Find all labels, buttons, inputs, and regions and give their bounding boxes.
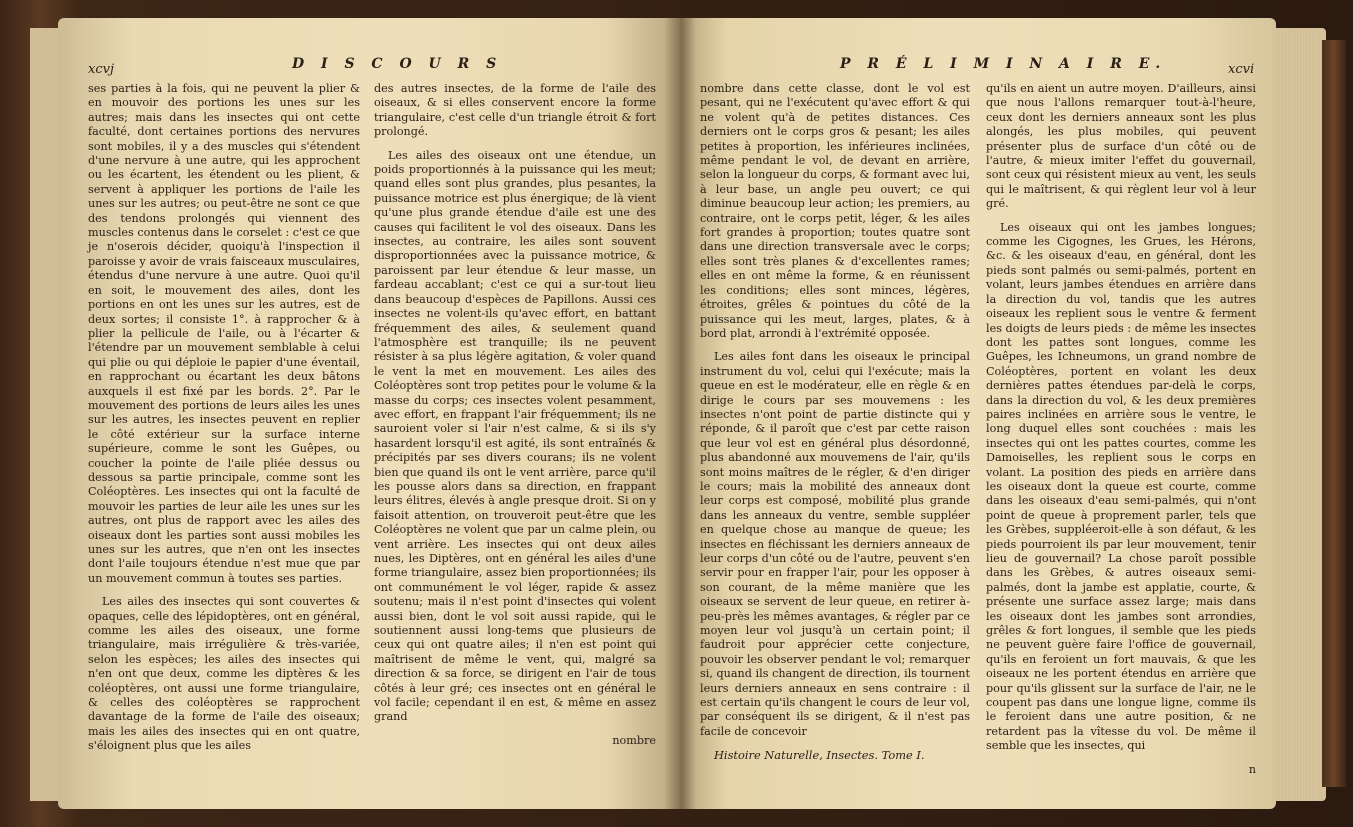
- paragraph: Les ailes des insectes qui sont couvertes & opaques, celle des lépidoptères, ont en général, comme les ailes des oiseaux, une forme triangulaire, mais irrégulière & très-variée, selon les espèces; les ailes des insectes qui n'en ont que deux, comme les diptères & les coléoptères, ont aussi une forme triangulaire, & celles des coléoptères se rapprochent davantage de la forme de l'aile des oiseaux; mais les ailes des insectes qui en ont quatre, s'éloignent plus que les ailes: [88, 595, 360, 753]
- paragraph: ses parties à la fois, qui ne peuvent la plier & en mouvoir des portions les unes sur les autres; mais dans les insectes qui ont cette faculté, dont certaines portions des nervures sont mobiles, il y a des muscles qui s'étendent d'une nervure à une autre, qui les approchent ou les écartent, les étendent ou les plient, & servent à appliquer les portions de l'aile les unes sur les autres; ou peut-être ne sont ce que des tendons prolongés qui viennent des muscles contenus dans le corselet : c'est ce que je n'oserois décider, quoiqu'à l'inspection il paroisse y avoir de vrais faisceaux musculaires, étendus d'une nervure à une autre. Quoi qu'il en soit, le mouvement des ailes, dont les portions en ont les unes sur les autres, est de deux sortes; il consiste 1°. à rapprocher & à plier la pellicule de l'aile, ou à l'écarter & l'étendre par un mouvement semblable à celui qui plie ou qui déploie le papier d'une éventail, en rapprochant ou écartant les deux bâtons auxquels il est fixé par les bords. 2°. Par le mouvement des portions de leurs ailes les unes sur les autres, les insectes peuvent en replier le côté extérieur sur la surface interne supérieure, comme le sont les Guêpes, ou coucher la pointe de l'aile pliée dessus ou dessous sa partie principale, comme sont les Coléoptères. Les insectes qui ont la faculté de mouvoir les parties de leur aile les unes sur les autres, ont plus de rapport avec les ailes des oiseaux dont les parties sont aussi mobiles les unes sur les autres, que n'en ont les insectes dont l'aile toujours étendue n'est mue que par un mouvement commun à toutes ses parties.: [88, 82, 360, 585]
- left-page-edges: [30, 28, 58, 801]
- book-cover-edge: [1322, 40, 1346, 787]
- right-column-1: [700, 82, 970, 772]
- paragraph: des autres insectes, de la forme de l'aile des oiseaux, & si elles conservent encore la forme triangulaire, c'est celle d'un triangle étroit & fort prolongé.: [374, 82, 656, 139]
- right-column-2: [986, 82, 1256, 786]
- right-page-number: xcvi: [1228, 62, 1255, 77]
- catchword: nombre: [612, 733, 656, 747]
- paragraph: Les oiseaux qui ont les jambes longues; comme les Cigognes, les Grues, les Hérons, &c. & les oiseaux d'eau, en général, dont les pieds sont palmés ou semi-palmés, portent en volant, leurs jambes étendues en arrière dans la direction du vol, tandis que les autres oiseaux les replient sous le ventre & ferment les doigts de leurs pieds : de même les insectes dont les pattes sont longues, comme les Guêpes, les Ichneumons, un grand nombre de Coléoptères, portent en volant les deux dernières pattes étendues par-delà le corps, dans la direction du vol, & les deux premières paires inclinées en arrière sous le ventre, le long duquel elles sont couchées : mais les insectes qui ont les pattes courtes, comme les Damoiselles, les replient sous le corps en volant. La position des pieds en arrière dans les oiseaux dont la queue est courte, comme dans les oiseaux d'eau semi-palmés, qui n'ont point de queue à proprement parler, tels que les Grèbes, suppléeroit-elle à son défaut, & les pieds pourroient ils par leur mouvement, tenir lieu de gouvernail? La chose paroît possible dans les Grèbes, & autres oiseaux semi-palmés, dont la jambe est applatie, courte, & présente une surface assez large; mais dans les oiseaux dont les jambes sont arrondies, grêles & fort longues, il semble que les pieds ne peuvent guère faire l'office de gouvernail, qu'ils en feroient un fort mauvais, & que les oiseaux ne les portent étendus en arrière que pour qu'ils glissent sur la surface de l'air, ne le coupent pas dans une longue ligne, comme ils le feroient dans une autre position, & ne retardent pas la vîtesse du vol. De même il semble que les insectes, qui: [986, 220, 1256, 753]
- paragraph: qu'ils en aient un autre moyen. D'ailleurs, ainsi que nous l'allons remarquer tout-à-l'heure, ceux dont les derniers anneaux sont les plus alongés, les plus mobiles, qui peuvent présenter plus de surface d'un côté ou de l'autre, & mieux imiter l'effet du gouvernail, sont ceux qui résistent mieux au vent, les seuls qui le maîtrisent, & qui règlent leur vol à leur gré.: [986, 82, 1256, 211]
- left-column-2: [374, 82, 656, 748]
- left-running-header: D I S C O U R S: [292, 56, 503, 72]
- paragraph: Les ailes des oiseaux ont une étendue, un poids proportionnés à la puissance qui les meut; quand elles sont plus grandes, plus pesantes, la puissance motrice est plus énergique; de là vient qu'une plus grande étendue d'aile est une des causes qui facilitent le vol des oiseaux. Dans les insectes, au contraire, les ailes sont souvent disproportionnées avec la puissance motrice, & paroissent par leur étendue & leur masse, un fardeau accablant; c'est ce qui a sur-tout lieu dans beaucoup d'espèces de Papillons. Aussi ces insectes ne volent-ils qu'avec effort, en battant fréquemment des ailes, & seulement quand l'atmosphère est tranquille; ils ne peuvent résister à sa plus légère agitation, & voler quand le vent la met en mouvement. Les ailes des Coléoptères sont trop petites pour le volume & la masse du corps; ces insectes volent pesamment, avec effort, en frappant l'air fréquemment; ils ne sauroient voler si l'air n'est calme, & si ils s'y hasardent lorsqu'il est agité, ils sont entraînés & précipités par ses divers courans; ils ne volent bien que quand ils ont le vent arrière, parce qu'il les pousse alors dans sa direction, en frappant leurs élitres, élevés à angle presque droit. Si on y faisoit attention, on trouveroit peut-être que les Coléoptères ne volent que par un calme plein, ou vent arrière. Les insectes qui ont deux ailes nues, les Diptères, ont en général les ailes d'une forme triangulaire, assez bien proportionnées; ils ont communément le vol léger, rapide & assez soutenu; mais il n'est point d'insectes qui volent aussi bien, dont le vol soit aussi rapide, qui le soutiennent aussi long-tems que plusieurs de ceux qui ont quatre ailes; il n'en est point qui maîtrisent de même le vent, qui, malgré sa direction & sa force, se dirigent en l'air de tous côtés à leur gré; ces insectes ont en général le vol facile; cependant il en est, & même en assez grand: [374, 148, 656, 724]
- right-running-header: P R É L I M I N A I R E.: [840, 56, 1167, 72]
- left-page: [58, 18, 680, 809]
- signature-mark: n: [1248, 762, 1256, 776]
- paragraph: nombre dans cette classe, dont le vol est pesant, qui ne l'exécutent qu'avec effort & qui ne volent qu'à de petites distances. Ces derniers ont le corps gros & pesant; les ailes petites à proportion, les inférieures inclinées, même pendant le vol, de devant en arrière, selon la longueur du corps, & formant avec lui, à leur base, un angle peu ouvert; ce qui diminue beaucoup leur action; les premiers, au contraire, ont le corps petit, léger, & les ailes fort grandes à proportion; toutes quatre sont dans une direction transversale avec le corps; elles sont très planes & d'excellentes rames; elles en ont même la forme, & en réunissent les conditions; elles sont minces, légères, étroites, grêles & pointues du côté de la puissance qui les meut, larges, plates, & à bord plat, arrondi à l'extrémité opposée.: [700, 82, 970, 340]
- footer-title: Histoire Naturelle, Insectes. Tome I.: [714, 748, 925, 763]
- left-page-number: xcvj: [88, 62, 114, 77]
- paragraph: Les ailes font dans les oiseaux le principal instrument du vol, celui qui l'exécute; mais la queue en est le modérateur, elle en règle & en dirige le cours par ses mouvemens : les insectes n'ont point de partie distincte qui y réponde, & il paroît que c'est par cette raison que leur vol est en général plus désordonné, plus abandonné aux mouvemens de l'air, qu'ils sont moins maîtres de le régler, & d'en diriger le cours; mais la mobilité des anneaux dont leur corps est composé, mobilité plus grande dans les anneaux du ventre, semble suppléer en quelque chose au manque de queue; les insectes en fléchissant les derniers anneaux de leur corps d'un côté ou de l'autre, peuvent s'en servir pour en frapper l'air, pour les opposer à son courant, de la même manière que les oiseaux se servent de leur queue, en retirer à-peu-près les mêmes avantages, & régler par ce moyen leur vol jusqu'à un certain point; il faudroit pour apprécier cette conjecture, pouvoir les observer pendant le vol; remarquer si, quand ils changent de direction, ils tournent leurs derniers anneaux en sens contraire : il est certain qu'ils changent le cours de leur vol, par conséquent ils se dirigent, & il n'est pas facile de concevoir: [700, 350, 970, 738]
- right-page-edges: [1276, 28, 1326, 801]
- left-column-1: [88, 82, 360, 763]
- right-page: [680, 18, 1276, 809]
